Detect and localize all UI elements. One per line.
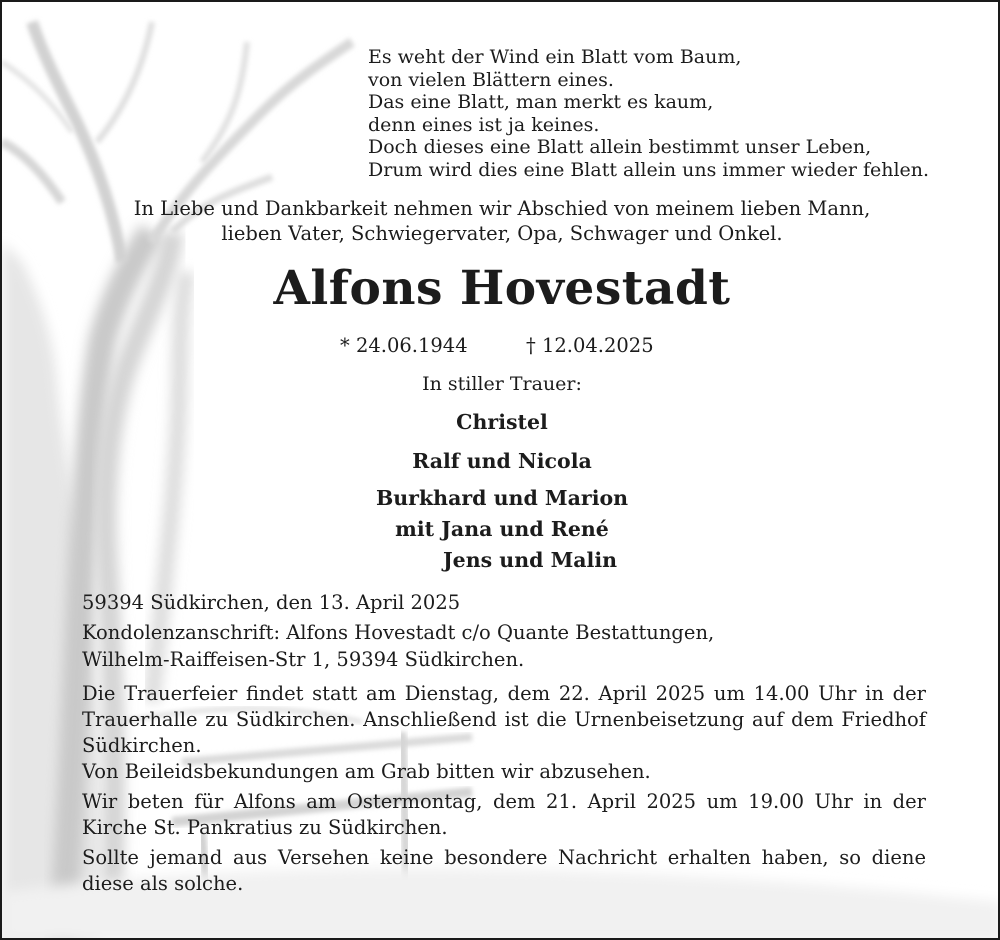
- farewell-intro: [62, 196, 942, 246]
- poem-line: Drum wird dies eine Blatt allein uns immer wieder fehlen.: [368, 158, 930, 181]
- poem: [368, 46, 968, 182]
- place-and-date: 59394 Südkirchen, den 13. April 2025: [82, 591, 461, 614]
- prayer-service-paragraph: Wir beten für Alfons am Ostermontag, dem 21. April 2025 um 19.00 Uhr in der Kirche St. Pankratius zu Südkirchen.: [82, 790, 926, 839]
- mourner-name: Ralf und Nicola: [412, 449, 592, 473]
- death-date: † 12.04.2025: [526, 334, 654, 357]
- mourner-name: Christel: [456, 410, 548, 434]
- notification-note-paragraph: Sollte jemand aus Versehen keine besondere Nachricht erhalten haben, so diene diese als solche.: [82, 846, 926, 895]
- condolence-address: [82, 619, 714, 673]
- no-condolences-paragraph: Von Beileidsbekundungen am Grab bitten wir abzusehen.: [82, 760, 651, 783]
- mourning-label: In stiller Trauer:: [422, 373, 582, 395]
- condolence-line: Kondolenzanschrift: Alfons Hovestadt c/o Quante Bestattungen,: [82, 621, 715, 644]
- mourner-name: Jens und Malin: [442, 548, 618, 572]
- notice-content: [2, 2, 1000, 940]
- poem-line: von vielen Blättern eines.: [368, 68, 614, 91]
- condolence-line: Wilhelm-Raiffeisen-Str 1, 59394 Südkirchen.: [82, 648, 525, 671]
- poem-line: Doch dieses eine Blatt allein bestimmt unser Leben,: [368, 136, 872, 159]
- poem-line: Das eine Blatt, man merkt es kaum,: [368, 91, 714, 114]
- mourner-name: Burkhard und Marion: [375, 486, 629, 510]
- funeral-info-paragraph: Die Trauerfeier findet statt am Dienstag, dem 22. April 2025 um 14.00 Uhr in der Trauerhalle zu Südkirchen. Anschließend ist die Urnenbeisetzung auf dem Friedhof Südkirchen.: [82, 682, 926, 757]
- deceased-name: Alfons Hovestadt: [273, 261, 731, 316]
- poem-line: Es weht der Wind ein Blatt vom Baum,: [368, 46, 742, 68]
- intro-line: lieben Vater, Schwiegervater, Opa, Schwager und Onkel.: [221, 222, 783, 245]
- intro-line: In Liebe und Dankbarkeit nehmen wir Abschied von meinem lieben Mann,: [133, 197, 871, 220]
- birth-date: * 24.06.1944: [340, 334, 468, 357]
- mourner-name: mit Jana und René: [395, 517, 609, 541]
- poem-line: denn eines ist ja keines.: [368, 113, 600, 136]
